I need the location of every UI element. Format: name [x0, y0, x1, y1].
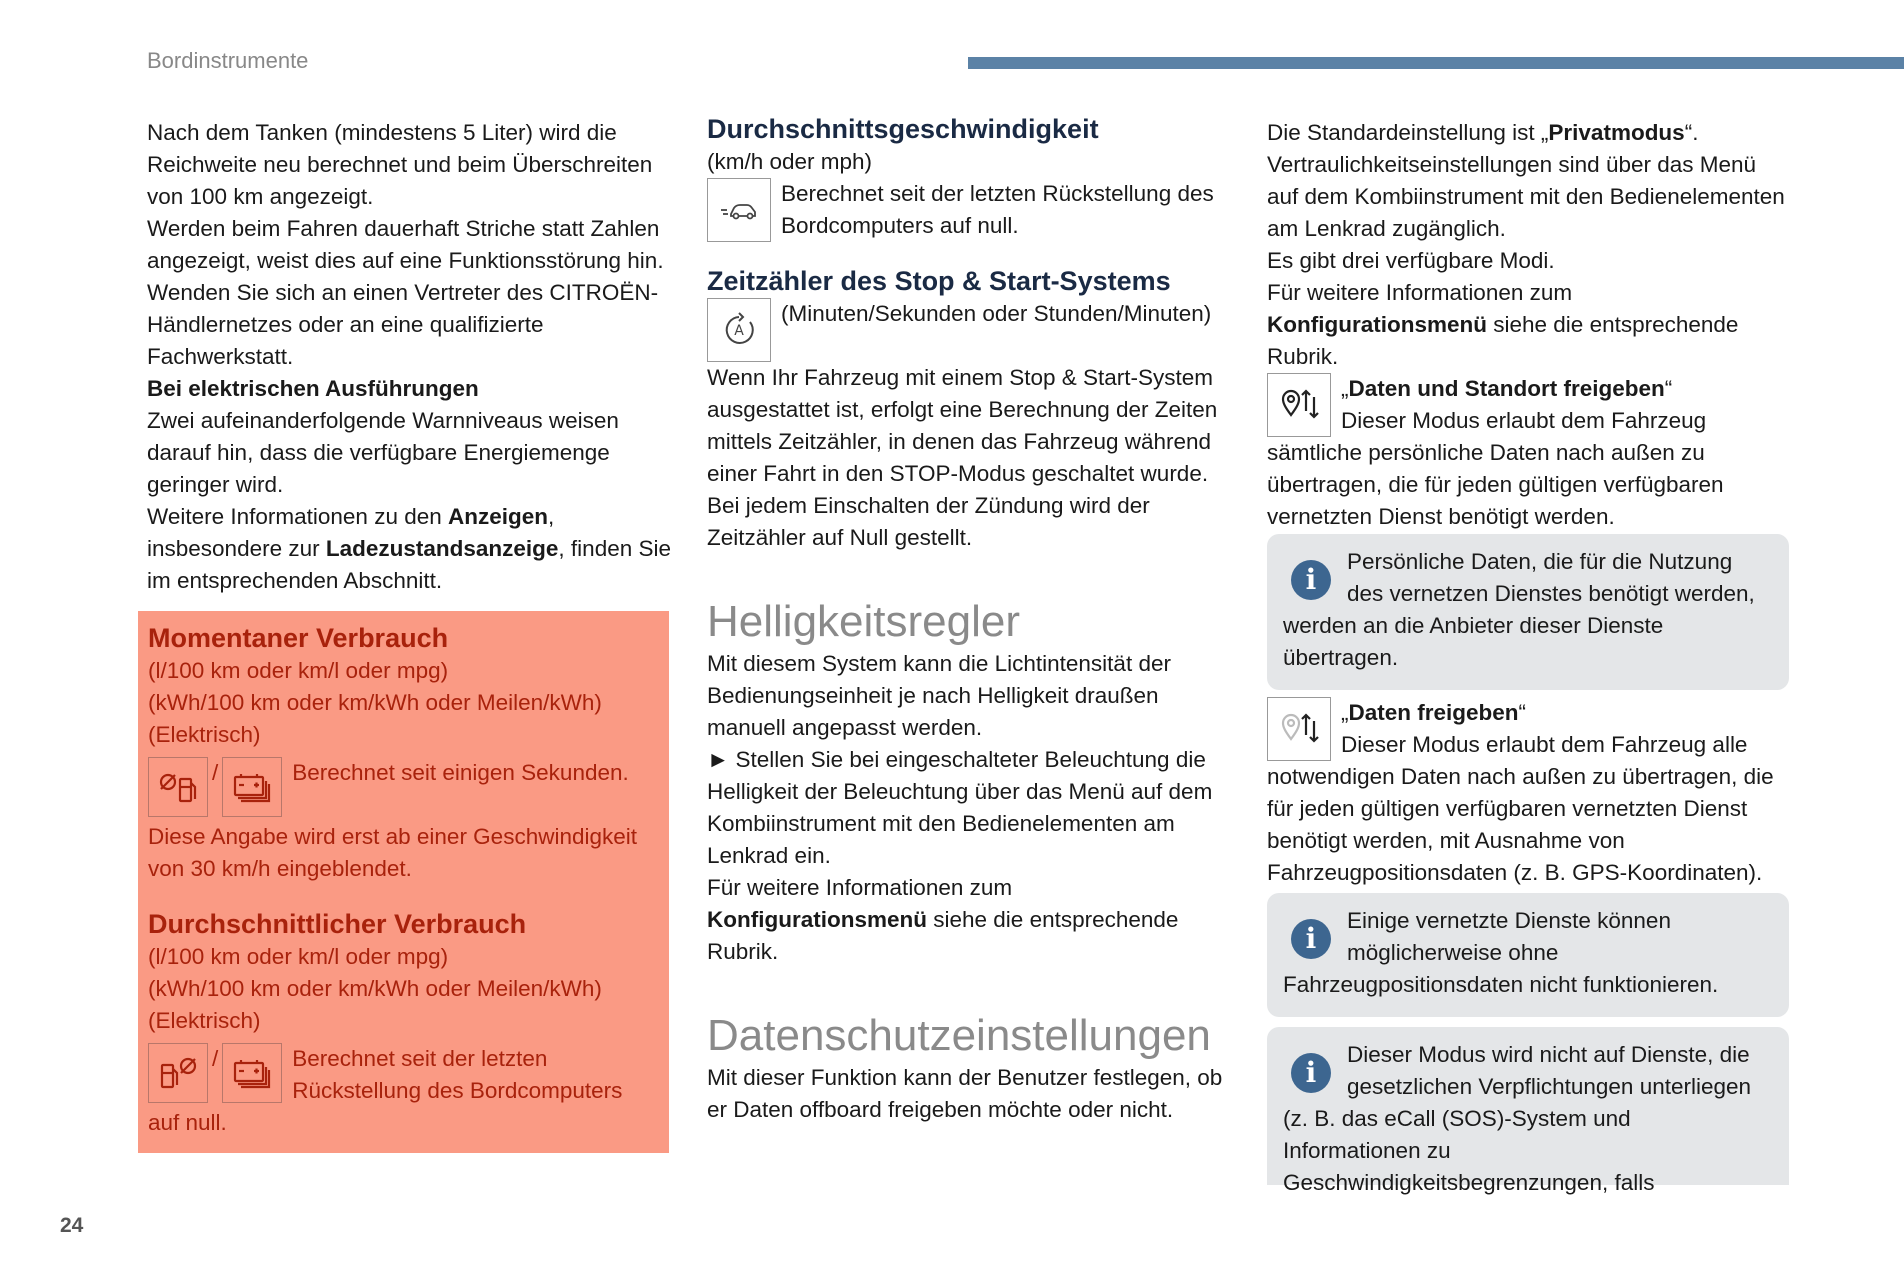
unit-line: (kWh/100 km oder km/kWh oder Meilen/kWh): [148, 976, 602, 1001]
subheading: Bei elektrischen Ausführungen: [147, 376, 479, 401]
icon-row: [148, 1043, 658, 1107]
paragraph: Wenn Ihr Fahrzeug mit einem Stop & Start-System ausgestattet ist, erfolgt eine Berechnung der Zeiten mittels Zeitzähler, in denen das Fahrzeug während einer Fahrt in den STOP-Modus geschaltet wurde.: [707, 365, 1218, 486]
icon-row: [148, 757, 658, 817]
paragraph: notwendigen Daten nach außen zu übertragen, die für jeden gültigen verfügbaren vernetzten Dienst benötigt werden, mit Ausnahme von Fahrzeugpositionsdaten (z. B. GPS-Koordinaten).: [1267, 764, 1774, 885]
paragraph: Nach dem Tanken (mindestens 5 Liter) wird die Reichweite neu berechnet und beim Überschreiten von 100 km angezeigt.: [147, 120, 653, 209]
mode-text: „Daten und Standort freigeben“ Dieser Modus erlaubt dem Fahrzeug: [1341, 376, 1707, 433]
icon-description: Berechnet seit der letzten Rückstellung des Bordcomputers auf null.: [781, 181, 1214, 238]
paragraph: sämtliche persönliche Daten nach außen zu übertragen, die für jeden gültigen verfügbaren vernetzten Dienst benötigt werden.: [1267, 440, 1724, 529]
slash-separator: /: [212, 1046, 219, 1071]
info-note: [1267, 893, 1789, 1017]
paragraph: Bei jedem Einschalten der Zündung wird der Zeitzähler auf Null gestellt.: [707, 493, 1150, 550]
fuel-pump-average-icon: [148, 1043, 208, 1103]
paragraph: ► Stellen Sie bei eingeschalteter Beleuchtung die Helligkeit der Beleuchtung über das Menü auf dem Kombiinstrument mit den Bedienelementen am Lenkrad ein.: [707, 747, 1213, 868]
column-3-continued: [1267, 697, 1792, 889]
stop-start-icon: [707, 298, 771, 362]
stop-start-timer-heading: Zeitzähler des Stop & Start-Systems: [707, 266, 1171, 296]
paragraph: Mit dieser Funktion kann der Benutzer festlegen, ob er Daten offboard freigeben möchte oder nicht.: [707, 1065, 1223, 1122]
average-consumption-heading: Durchschnittlicher Verbrauch: [148, 909, 527, 939]
info-note: [1267, 534, 1789, 690]
icon-row: [707, 178, 1237, 242]
column-1: [147, 117, 673, 597]
battery-average-icon: [222, 1043, 282, 1103]
svg-text:A: A: [734, 323, 744, 339]
icon-description: (Minuten/Sekunden oder Stunden/Minuten): [781, 301, 1212, 326]
slash-separator: /: [212, 760, 219, 785]
column-2: [707, 112, 1237, 1126]
header-bar: [968, 57, 1904, 69]
battery-consumption-icon: [222, 757, 282, 817]
consumption-box: [138, 611, 669, 1153]
info-text: Einige vernetzte Dienste können möglicherweise ohne Fahrzeugpositionsdaten nicht funktionieren.: [1283, 908, 1719, 997]
momentary-consumption-heading: Momentaner Verbrauch: [148, 623, 449, 653]
unit-line: (Elektrisch): [148, 722, 261, 747]
icon-row: [707, 298, 1237, 362]
section-title: Bordinstrumente: [147, 48, 309, 73]
unit-line: (kWh/100 km oder km/kWh oder Meilen/kWh): [148, 690, 602, 715]
icon-row: [1267, 697, 1792, 761]
icon-description: Berechnet seit einigen Sekunden.: [292, 760, 629, 785]
paragraph: Weitere Informationen zu den Anzeigen, insbesondere zur Ladezustandsanzeige, finden Sie im entsprechenden Abschnitt.: [147, 504, 671, 593]
brightness-heading: Helligkeitsregler: [707, 597, 1021, 646]
icon-row: [1267, 373, 1792, 437]
info-text: Dieser Modus wird nicht auf Dienste, die gesetzlichen Verpflichtungen unterliegen (z. B. das eCall (SOS)-System und Informationen zu Geschwindigkeitsbegrenzungen, falls: [1283, 1042, 1752, 1195]
paragraph: Es gibt drei verfügbare Modi.: [1267, 248, 1555, 273]
paragraph: Diese Angabe wird erst ab einer Geschwindigkeit von 30 km/h eingeblendet.: [148, 824, 638, 881]
info-icon: i: [1291, 560, 1331, 600]
location-data-share-icon: [1267, 373, 1331, 437]
car-speed-icon: [707, 178, 771, 242]
paragraph: auf null.: [148, 1110, 227, 1135]
paragraph: Zwei aufeinanderfolgende Warnniveaus weisen darauf hin, dass die verfügbare Energiemenge geringer wird.: [147, 408, 619, 497]
mode-text: „Daten freigeben“ Dieser Modus erlaubt dem Fahrzeug alle: [1341, 700, 1748, 757]
info-icon: i: [1291, 1053, 1331, 1093]
data-share-icon: [1267, 697, 1331, 761]
unit-line: (Elektrisch): [148, 1008, 261, 1033]
paragraph: Vertraulichkeitseinstellungen sind über das Menü auf dem Kombiinstrument mit den Bedienelementen am Lenkrad zugänglich.: [1267, 152, 1785, 241]
info-text: Persönliche Daten, die für die Nutzung des vernetzen Dienstes benötigt werden, werden an die Anbieter dieser Dienste übertragen.: [1283, 549, 1755, 670]
icon-description: Berechnet seit der letzten Rückstellung des Bordcomputers: [292, 1046, 623, 1103]
column-3: [1267, 117, 1792, 533]
page-number: 24: [60, 1214, 84, 1237]
paragraph: Für weitere Informationen zum Konfigurationsmenü siehe die entsprechende Rubrik.: [1267, 280, 1739, 369]
unit-line: (km/h oder mph): [707, 149, 873, 174]
privacy-settings-heading: Datenschutzeinstellungen: [707, 1011, 1211, 1060]
info-note: [1267, 1027, 1789, 1195]
paragraph: Werden beim Fahren dauerhaft Striche statt Zahlen angezeigt, weist dies auf eine Funktionsstörung hin. Wenden Sie sich an einen Vertreter des CITROËN-Händlernetzes oder an eine qualifizierte Fachwerkstatt.: [147, 216, 664, 369]
paragraph: Die Standardeinstellung ist „Privatmodus“.: [1267, 120, 1699, 145]
paragraph: Mit diesem System kann die Lichtintensität der Bedienungseinheit je nach Helligkeit draußen manuell angepasst werden.: [707, 651, 1171, 740]
unit-line: (l/100 km oder km/l oder mpg): [148, 944, 449, 969]
fuel-pump-consumption-icon: [148, 757, 208, 817]
average-speed-heading: Durchschnittsgeschwindigkeit: [707, 114, 1099, 144]
paragraph: Für weitere Informationen zum Konfigurationsmenü siehe die entsprechende Rubrik.: [707, 875, 1179, 964]
unit-line: (l/100 km oder km/l oder mpg): [148, 658, 449, 683]
info-icon: i: [1291, 919, 1331, 959]
